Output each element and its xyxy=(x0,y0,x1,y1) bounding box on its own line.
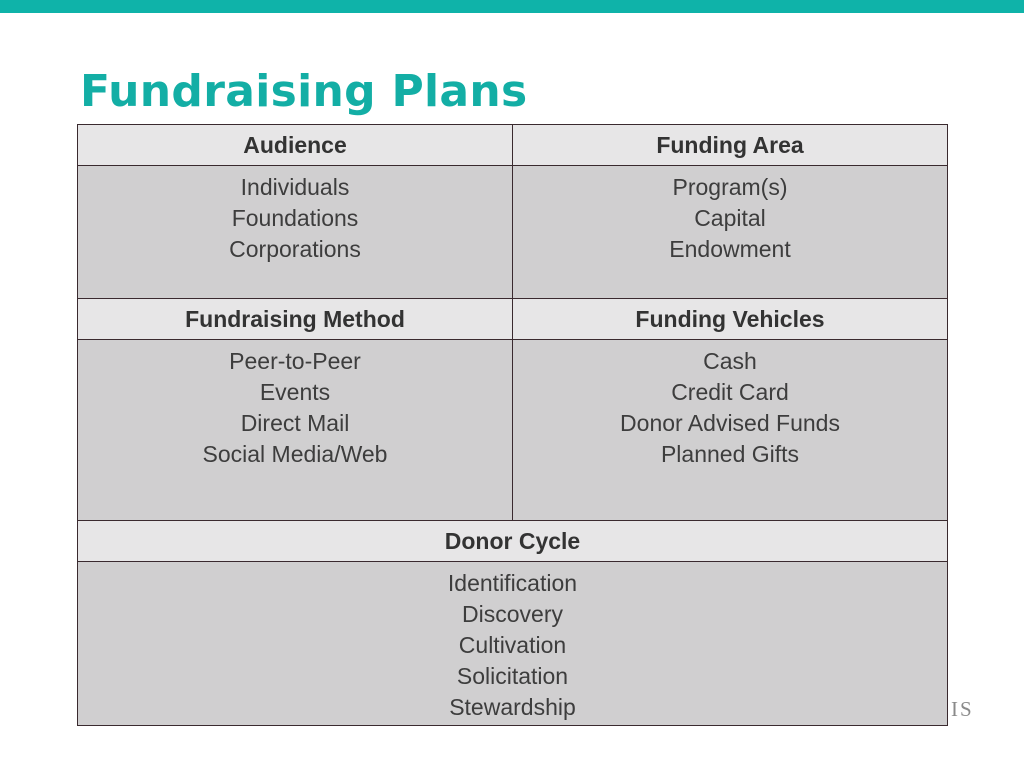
list-item: Social Media/Web xyxy=(202,441,388,467)
audience-cell xyxy=(78,166,513,299)
list-item: Discovery xyxy=(462,601,563,627)
list-item: Foundations xyxy=(231,205,359,231)
list-item: Credit Card xyxy=(671,379,789,405)
table-row xyxy=(78,299,948,340)
funding-vehicles-cell xyxy=(513,340,948,521)
donor-cycle-cell xyxy=(78,562,948,726)
list-item: Endowment xyxy=(669,236,791,262)
audience-heading: Audience xyxy=(78,125,513,166)
table-row xyxy=(78,166,948,299)
funding-area-heading: Funding Area xyxy=(513,125,948,166)
table-row xyxy=(78,562,948,726)
funding-vehicles-heading: Funding Vehicles xyxy=(513,299,948,340)
table-row xyxy=(78,521,948,562)
fundraising-method-cell xyxy=(78,340,513,521)
list-item: Corporations xyxy=(229,236,361,262)
list-item: Individuals xyxy=(240,174,350,200)
table-row xyxy=(78,125,948,166)
list-item: Donor Advised Funds xyxy=(620,410,840,436)
top-accent-bar xyxy=(0,0,1024,13)
list-item: Identification xyxy=(447,570,578,596)
list-item: Peer-to-Peer xyxy=(229,348,361,374)
list-item: Events xyxy=(259,379,331,405)
fundraising-method-heading: Fundraising Method xyxy=(78,299,513,340)
fundraising-plans-table xyxy=(77,124,948,726)
footer-logo-mark: IS xyxy=(951,697,974,721)
list-item: Program(s) xyxy=(672,174,788,200)
donor-cycle-heading: Donor Cycle xyxy=(78,521,948,562)
slide-title: Fundraising Plans xyxy=(80,66,528,117)
list-item: Capital xyxy=(694,205,766,231)
list-item: Cultivation xyxy=(458,632,567,658)
table-row xyxy=(78,340,948,521)
list-item: Cash xyxy=(703,348,757,374)
list-item: Solicitation xyxy=(456,663,569,689)
list-item: Planned Gifts xyxy=(660,441,800,467)
list-item: Stewardship xyxy=(449,694,576,720)
list-item: Direct Mail xyxy=(240,410,350,436)
funding-area-cell xyxy=(513,166,948,299)
